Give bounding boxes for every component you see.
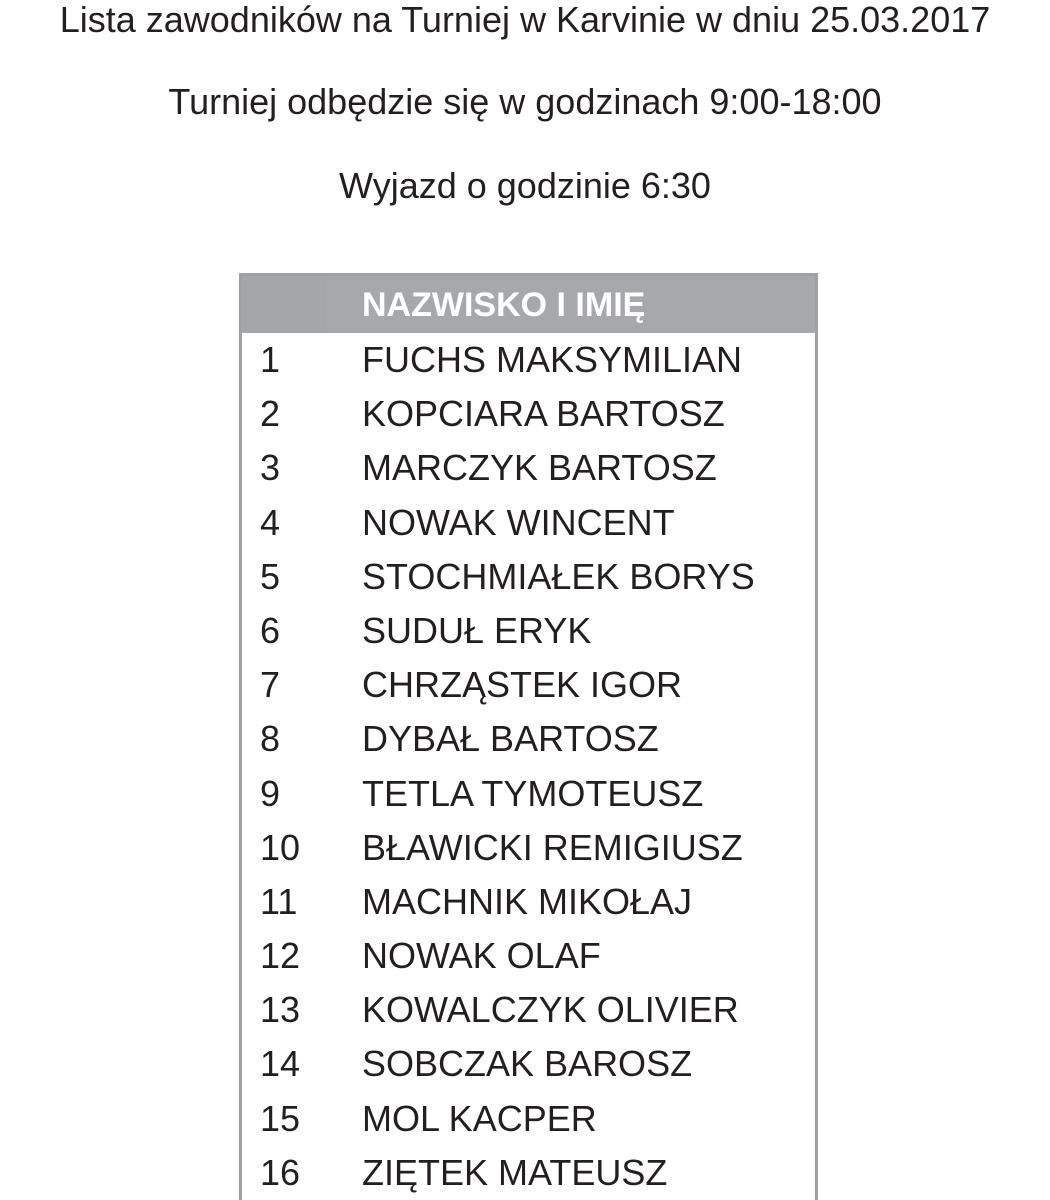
player-name: FUCHS MAKSYMILIAN — [362, 339, 743, 380]
table-row — [242, 387, 815, 441]
row-number: 9 — [260, 772, 281, 814]
player-name: CHRZĄSTEK IGOR — [362, 664, 683, 706]
player-name: KOWALCZYK OLIVIER — [362, 989, 739, 1031]
row-number: 13 — [260, 989, 301, 1031]
tournament-hours: Turniej odbędzie się w godzinach 9:00-18:00 — [168, 81, 882, 122]
table-row — [242, 712, 815, 766]
departure-time: Wyjazd o godzinie 6:30 — [339, 165, 711, 206]
document-title: Lista zawodników na Turniej w Karvinie w dniu 25.03.2017 — [59, 0, 991, 40]
row-number: 4 — [260, 501, 281, 543]
player-name: MARCZYK BARTOSZ — [362, 447, 717, 489]
row-number: 15 — [260, 1097, 301, 1139]
header-name-cell: NAZWISKO I IMIĘ — [362, 286, 646, 324]
player-name: SUDUŁ ERYK — [362, 609, 592, 651]
player-name: MACHNIK MIKOŁAJ — [362, 880, 693, 922]
row-number: 11 — [260, 880, 298, 922]
table-row — [242, 1037, 815, 1091]
row-number: 7 — [260, 664, 281, 706]
player-name: DYBAŁ BARTOSZ — [362, 718, 659, 760]
player-name: BŁAWICKI REMIGIUSZ — [362, 826, 743, 868]
row-number: 3 — [260, 447, 281, 489]
table-body — [242, 333, 815, 1200]
table-row — [242, 658, 815, 712]
table-row — [242, 821, 815, 875]
row-number: 12 — [260, 935, 301, 977]
table-row — [242, 875, 815, 929]
players-table — [239, 273, 818, 1200]
table-row — [242, 333, 815, 387]
player-name: KOPCIARA BARTOSZ — [362, 393, 725, 435]
table-row — [242, 604, 815, 658]
table-header — [242, 276, 815, 333]
player-name: NOWAK WINCENT — [362, 501, 675, 543]
row-number: 6 — [260, 609, 281, 651]
row-number: 14 — [260, 1043, 301, 1085]
player-name: STOCHMIAŁEK BORYS — [362, 555, 755, 597]
row-number: 10 — [260, 826, 301, 868]
table-row — [242, 441, 815, 495]
row-number: 2 — [260, 393, 281, 435]
table-row — [242, 1146, 815, 1200]
table-row — [242, 767, 815, 821]
table-row — [242, 550, 815, 604]
table-row — [242, 929, 815, 983]
table-row — [242, 1092, 815, 1146]
player-name: TETLA TYMOTEUSZ — [362, 772, 704, 814]
table-row — [242, 496, 815, 550]
player-name: NOWAK OLAF — [362, 935, 601, 977]
player-name: MOL KACPER — [362, 1097, 597, 1139]
header-number-cell — [242, 276, 327, 333]
table-row — [242, 983, 815, 1037]
row-number: 5 — [260, 555, 281, 597]
row-number: 8 — [260, 718, 281, 760]
row-number: 16 — [260, 1151, 301, 1193]
player-name: ZIĘTEK MATEUSZ — [362, 1151, 668, 1193]
row-number: 1 — [260, 339, 281, 380]
player-name: SOBCZAK BAROSZ — [362, 1043, 693, 1085]
